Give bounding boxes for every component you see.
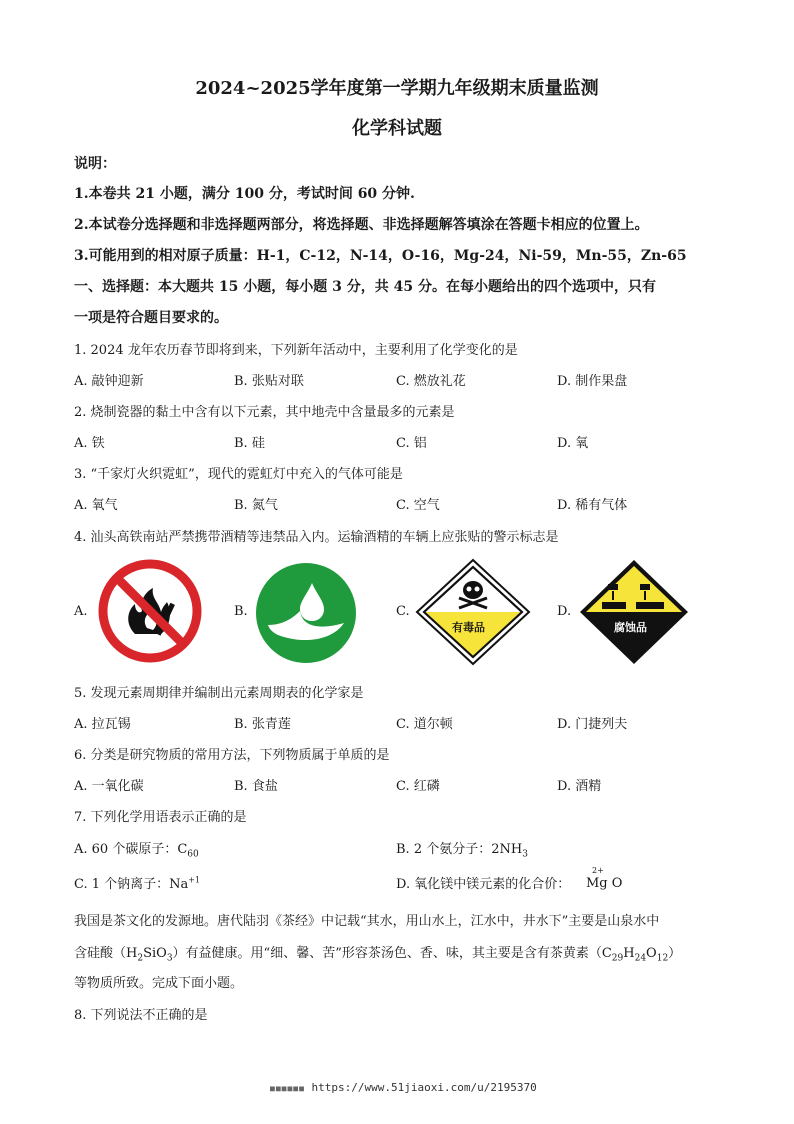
q6-option-a: A. 一氧化碳 xyxy=(74,779,144,794)
q1-option-a: A. 敲钟迎新 xyxy=(74,374,144,389)
no-fire-sign-icon xyxy=(95,556,205,666)
page-title: 2024~2025学年度第一学期九年级期末质量监测 xyxy=(195,78,599,99)
q3-option-a: A. 氧气 xyxy=(74,498,118,513)
q2-option-d: D. 氧 xyxy=(557,436,589,451)
q5-option-b: B. 张青莲 xyxy=(234,717,291,732)
q6-option-d: D. 酒精 xyxy=(557,779,602,794)
q2-option-b: B. 硅 xyxy=(234,436,265,451)
green-water-sign-icon xyxy=(254,561,358,665)
q7-option-a: A. 60 个碳原子：$C_{60}$ xyxy=(74,842,199,860)
mgo-formula: Mg O xyxy=(586,876,623,891)
valence-mark: 2+ xyxy=(592,866,604,875)
page-subtitle: 化学科试题 xyxy=(352,118,442,139)
q2-option-a: A. 铁 xyxy=(74,436,105,451)
section1-line1: 一、选择题：本大题共 15 小题，每小题 3 分，共 45 分。在每小题给出的四个选项中，只有 xyxy=(74,279,656,295)
note-3: 3.可能用到的相对原子质量：H-1，C-12，N-14，O-16，Mg-24，Ni-59，Mn-55，Zn-65 xyxy=(74,248,687,264)
corrosive-sign-label: 腐蚀品 xyxy=(614,621,647,634)
section1-line2: 一项是符合题目要求的。 xyxy=(74,310,228,326)
q3-option-d: D. 稀有气体 xyxy=(557,498,628,513)
q6-option-c: C. 红磷 xyxy=(396,779,440,794)
note-2: 2.本试卷分选择题和非选择题两部分，将选择题、非选择题解答填涂在答题卡相应的位置上。 xyxy=(74,217,649,233)
footer-logo: ■■■■■■ xyxy=(270,1084,305,1093)
q7-option-c: C. 1 个钠离子：$Na^{+1}$ xyxy=(74,875,201,892)
q7-option-b: B. 2 个氨分子：$2NH_3$ xyxy=(396,842,528,860)
q5-option-a: A. 拉瓦锡 xyxy=(74,717,131,732)
q2-option-c: C. 铝 xyxy=(396,436,427,451)
q6-option-b: B. 食盐 xyxy=(234,779,278,794)
toxic-sign-label: 有毒品 xyxy=(452,621,485,634)
toxic-sign-icon xyxy=(415,558,531,666)
q4-option-b-label: B. xyxy=(234,604,248,619)
passage-line-1: 我国是茶文化的发源地。唐代陆羽《茶经》中记载“其水，用山水上，江水中，井水下”主要是山泉水中 xyxy=(74,914,660,929)
question-5-stem: 5. 发现元素周期律并编制出元素周期表的化学家是 xyxy=(74,686,364,701)
q4-option-d-label: D. xyxy=(557,604,572,619)
note-1: 1.本卷共 21 小题，满分 100 分，考试时间 60 分钟. xyxy=(74,186,415,202)
footer-url[interactable]: https://www.51jiaoxi.com/u/2195370 xyxy=(311,1081,537,1094)
corrosive-sign-icon xyxy=(578,558,690,666)
passage-line-2: 含硅酸$(H_2SiO_3)$有益健康。用“细、馨、苦”形容茶汤色、香、味，其主要是含有茶黄素$(C_{29}H_{24}O_{12})$ xyxy=(74,946,682,964)
notes-label: 说明： xyxy=(74,156,116,172)
q3-option-b: B. 氮气 xyxy=(234,498,278,513)
q5-option-d: D. 门捷列夫 xyxy=(557,717,628,732)
q1-option-c: C. 燃放礼花 xyxy=(396,374,466,389)
passage-line-3: 等物质所致。完成下面小题。 xyxy=(74,976,244,991)
q1-option-d: D. 制作果盘 xyxy=(557,374,628,389)
question-4-stem: 4. 汕头高铁南站严禁携带酒精等违禁品入内。运输酒精的车辆上应张贴的警示标志是 xyxy=(74,530,559,545)
q4-option-a-label: A. xyxy=(74,604,88,619)
q7-option-d: D. 氧化镁中镁元素的化合价： xyxy=(396,877,571,892)
question-3-stem: 3. “千家灯火织霓虹”，现代的霓虹灯中充入的气体可能是 xyxy=(74,467,403,482)
question-2-stem: 2. 烧制瓷器的黏土中含有以下元素，其中地壳中含量最多的元素是 xyxy=(74,405,455,420)
q5-option-c: C. 道尔顿 xyxy=(396,717,453,732)
question-7-stem: 7. 下列化学用语表示正确的是 xyxy=(74,810,247,825)
question-8-stem: 8. 下列说法不正确的是 xyxy=(74,1008,208,1023)
footer xyxy=(270,1081,537,1094)
q1-option-b: B. 张贴对联 xyxy=(234,374,304,389)
q4-option-c-label: C. xyxy=(396,604,410,619)
q3-option-c: C. 空气 xyxy=(396,498,440,513)
question-6-stem: 6. 分类是研究物质的常用方法，下列物质属于单质的是 xyxy=(74,748,390,763)
question-1-stem: 1. 2024 龙年农历春节即将到来，下列新年活动中，主要利用了化学变化的是 xyxy=(74,343,518,358)
